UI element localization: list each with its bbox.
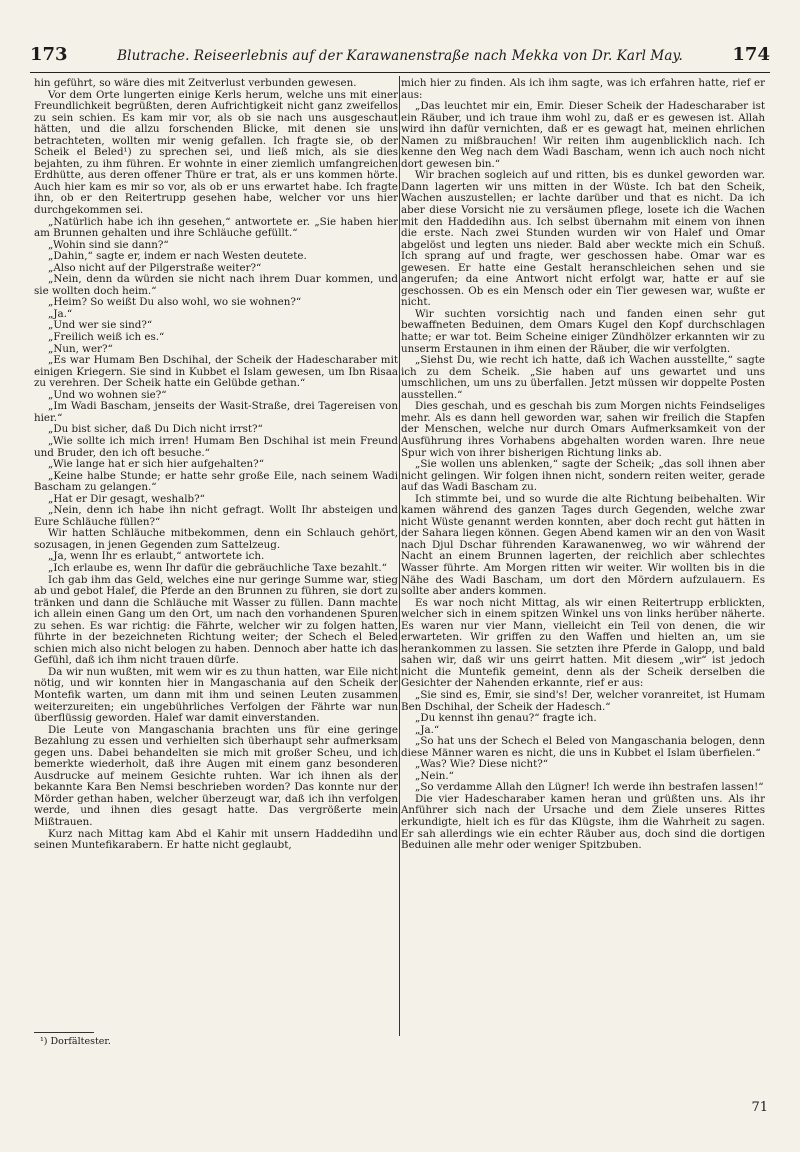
paragraph: Es war noch nicht Mittag, als wir einen Reitertrupp erblickten, welcher sich in einem spitzen Winkel uns von links herüber näherte. Es waren nur vier Mann, vielleicht ein Teil von denen, die wir erwarteten. Wir griffen zu den Waffen und hielten an, um sie herankommen zu lassen. Sie setzten ihre Pferde in Galopp, und bald sahen wir, daß wir uns geirrt hatten. Mit diesem „wir“ ist jedoch nicht die Muntefik gemeint, denn als der Scheik derselben die Gesichter der Nahenden erkannte, rief er aus:	[401, 596, 765, 690]
paragraph: „Sie sind es, Emir, sie sind's! Der, welcher voranreitet, ist Humam Ben Dschihal, der Scheik der Hadesch.“	[401, 688, 765, 713]
paragraph: „So hat uns der Schech el Beled von Mangaschania belogen, denn diese Männer waren es nicht, die uns in Kubbet el Islam überfielen.“	[401, 735, 765, 759]
paragraph: „Keine halbe Stunde; er hatte sehr große Eile, nach seinem Wadi Bascham zu gelangen.“	[34, 469, 398, 494]
paragraph: „Nein, denn ich habe ihn nicht gefragt. Wollt Ihr absteigen und Eure Schläuche füllen?“	[34, 504, 398, 528]
paragraph: „Ich erlaube es, wenn Ihr dafür die gebräuchliche Taxe bezahlt.“	[48, 561, 387, 574]
paragraph: Wir hatten Schläuche mitbekommen, denn ein Schlauch gehört, sozusagen, in jenen Gegenden zum Sattelzeug.	[34, 527, 398, 551]
paragraph: Wir brachen sogleich auf und ritten, bis es dunkel geworden war. Dann lagerten wir uns mitten in der Wüste. Ich bat den Scheik, Wachen auszustellen; er lachte darüber und that es nicht. Da ich aber diese Vorsicht nie zu versäumen pflege, losete ich die Wachen mit den Haddedihn aus. Ich selbst übernahm mit einem von ihnen die erste. Nach zwei Stunden wurden wir von Halef und Omar abgelöst und legten uns nieder. Bald aber weckte mich ein Schuß. Ich sprang auf und fragte, wer geschossen habe. Omar war es gewesen. Er hatte eine Gestalt heranschleichen sehen und sie angerufen; da eine Antwort nicht erfolgt war, hatte er auf sie geschossen. Ob es ein Mensch oder ein Tier gewesen war, wußte er nicht.	[401, 169, 765, 309]
paragraph: „Es war Humam Ben Dschihal, der Scheik der Hadescharaber mit einigen Kriegern. Sie sind in Kubbet el Islam gewesen, um Ibn Risaa zu verehren. Der Scheik hatte ein Gelübde gethan.“	[34, 354, 398, 390]
paragraph: „Du kennst ihn genau?“ fragte ich.	[415, 712, 597, 725]
paragraph: Vor dem Orte lungerten einige Kerls herum, welche uns mit einer Freundlichkeit begrüßten, deren Aufrichtigkeit nicht ganz zweifellos zu sein schien. Es kam mir vor, als ob sie nach uns ausgeschaut hätten, und die allzu forschenden Blicke, mit denen sie uns betrachteten, wollten mir wenig gefallen. Ich fragte sie, ob der Scheik el Beled¹) zu sprechen sei, und ließ mich, als sie dies bejahten, zu ihm führen. Er wohnte in einer ziemlich umfangreichen Erdhütte, aus deren offener Thüre er trat, als er uns kommen hörte. Auch hier kam es mir so vor, als ob er uns erwartet habe. Ich fragte ihn, ob er den Reitertrupp gesehen habe, welcher vor uns hier durchgekommen sei.	[34, 88, 398, 217]
paragraph: „So verdamme Allah den Lügner! Ich werde ihn bestrafen lassen!“	[415, 781, 764, 794]
paragraph: „Ja.“	[415, 723, 440, 736]
paragraph: „Wohin sind sie dann?“	[48, 238, 169, 251]
paragraph: „Wie lange hat er sich hier aufgehalten?“	[48, 458, 264, 471]
paragraph: „Ja, wenn Ihr es erlaubt,“ antwortete ich.	[48, 550, 265, 563]
paragraph: „Dahin,“ sagte er, indem er nach Westen deutete.	[48, 250, 307, 263]
paragraph: „Du bist sicher, daß Du Dich nicht irrst?“	[48, 423, 263, 436]
paragraph: Kurz nach Mittag kam Abd el Kahir mit unsern Haddedihn und seinen Muntefikarabern. Er hatte nicht geglaubt,	[34, 827, 398, 852]
page-header	[30, 44, 770, 70]
paragraph: Ich gab ihm das Geld, welches eine nur geringe Summe war, stieg ab und gebot Halef, die Pferde an den Brunnen zu führen, sie dort zu tränken und dann die Schläuche mit Wasser zu füllen. Dann machte ich allein einen Gang um den Ort, um nach den vorhandenen Spuren zu sehen. Es war richtig: die Fährte, welcher wir zu folgen hatten, führte in der bezeichneten Richtung weiter; der Schech el Beled schien mich also nicht belogen zu haben. Dennoch aber hatte ich das Gefühl, daß ich ihm nicht trauen dürfe.	[34, 573, 398, 667]
paragraph: „Und wo wohnen sie?“	[48, 388, 167, 401]
paragraph: „Sie wollen uns ablenken,“ sagte der Scheik; „das soll ihnen aber nicht gelingen. Wir folgen ihnen nicht, sondern reiten weiter, gerade auf das Wadi Bascham zu.	[401, 458, 765, 494]
paragraph: „Hat er Dir gesagt, weshalb?“	[48, 492, 205, 505]
paragraph: „Nein, denn da würden sie nicht nach ihrem Duar kommen, und sie wollten doch heim.“	[34, 273, 398, 297]
paragraph: Ich stimmte bei, und so wurde die alte Richtung beibehalten. Wir kamen während des ganzen Tages durch Gegenden, welche zwar nicht Wüste genannt werden konnten, aber doch recht gut hätten in der Sahara liegen können. Gegen Abend kamen wir an den von Wasit nach Djul Dschar führenden Karawanenweg, wo wir während der Nacht an einem Brunnen lagerten, der reichlich aber schlechtes Wasser führte. Am Morgen ritten wir weiter. Wir wollten bis in die Nähe des Wadi Bascham, um dort den Mördern aufzulauern. Es sollte aber anders kommen.	[401, 492, 765, 598]
paragraph: „Ja.“	[48, 307, 73, 320]
paragraph: „Was? Wie? Diese nicht?“	[415, 758, 548, 771]
paragraph: „Wie sollte ich mich irren! Humam Ben Dschihal ist mein Freund und Bruder, den ich oft besuche.“	[34, 434, 398, 459]
paragraph: „Nun, wer?“	[48, 342, 113, 355]
paragraph: „Natürlich habe ich ihn gesehen,“ antwortete er. „Sie haben hier am Brunnen gehalten und ihre Schläuche gefüllt.“	[34, 215, 398, 240]
header-rule	[30, 72, 770, 73]
running-title: Blutrache. Reiseerlebnis auf der Karawanenstraße nach Mekka von Dr. Karl May.	[117, 48, 683, 64]
paragraph: Die vier Hadescharaber kamen heran und grüßten uns. Als ihr Anführer sich nach der Ursache und dem Ziele unseres Rittes erkundigte, hielt ich es für das Klügste, ihm die Wahrheit zu sagen. Er sah allerdings wie ein echter Räuber aus, doch sind die dortigen Beduinen alle mehr oder weniger Spitzbuben.	[401, 792, 765, 852]
right-page-number: 174	[732, 44, 770, 65]
paragraph: Die Leute von Mangaschania brachten uns für eine geringe Bezahlung zu essen und verhielten sich überhaupt sehr aufmerksam gegen uns. Dabei behandelten sie mich mit großer Scheu, und ich bemerkte wiederholt, daß ihre Augen mit einem ganz besonderen Ausdrucke auf meinem Gesichte ruhten. War ich ihnen als der bekannte Kara Ben Nemsi beschrieben worden? Das konnte nur der Mörder gethan haben, welcher überzeugt war, daß ich ihn verfolgen werde, und ihnen dies gesagt hatte. Das vergrößerte mein Mißtrauen.	[34, 723, 398, 828]
left-column	[34, 78, 398, 1038]
paragraph: „Also nicht auf der Pilgerstraße weiter?“	[48, 261, 262, 274]
paragraph: „Und wer sie sind?“	[48, 319, 153, 332]
paragraph: „Freilich weiß ich es.“	[48, 331, 165, 344]
paragraph: „Siehst Du, wie recht ich hatte, daß ich Wachen ausstellte,“ sagte ich zu dem Scheik. „Sie haben auf uns gewartet und uns umschlichen, um uns zu überfallen. Jetzt müssen wir doppelte Posten ausstellen.“	[401, 354, 765, 401]
paragraph: hin geführt, so wäre dies mit Zeitverlust verbunden gewesen.	[34, 78, 357, 89]
paragraph: Dies geschah, und es geschah bis zum Morgen nichts Feindseliges mehr. Als es dann hell geworden war, sahen wir freilich die Stapfen der Menschen, welche nur durch Omars Aufmerksamkeit von der Ausführung ihres Vorhabens abgehalten worden waren. Ihre neue Spur wich von ihrer bisherigen Richtung links ab.	[401, 400, 765, 459]
paragraph: Wir suchten vorsichtig nach und fanden einen sehr gut bewaffneten Beduinen, dem Omars Kugel den Kopf durchschlagen hatte; er war tot. Beim Scheine einiger Zündhölzer erkannten wir zu unserm Erstaunen in ihm einen der Räuber, die wir verfolgten.	[401, 307, 765, 355]
paragraph: Da wir nun wußten, mit wem wir es zu thun hatten, war Eile nicht nötig, und wir konnten hier in Mangaschania auf den Scheik der Montefik warten, um dann mit ihm und seinen Leuten zusammen weiterzureiten; ein ungebührliches Verfolgen der Fährte war nun überflüssig geworden. Halef war damit einverstanden.	[34, 665, 398, 725]
column-divider	[399, 76, 400, 1036]
left-page-number: 173	[30, 44, 68, 65]
footnote-rule	[34, 1032, 94, 1033]
paragraph: mich hier zu finden. Als ich ihm sagte, was ich erfahren hatte, rief er aus:	[401, 78, 765, 101]
paragraph: „Das leuchtet mir ein, Emir. Dieser Scheik der Hadescharaber ist ein Räuber, und ich traue ihm wohl zu, daß er es gewesen ist. Allah wird ihn dafür vernichten, daß er es gewagt hat, meinen ehrlichen Namen zu mißbrauchen! Wir reiten ihm augenblicklich nach. Ich kenne den Weg nach dem Wadi Bascham, wenn ich auch noch nicht dort gewesen bin.“	[401, 100, 765, 170]
paragraph: „Im Wadi Bascham, jenseits der Wasit-Straße, drei Tagereisen von hier.“	[34, 400, 398, 424]
folio-number: 71	[751, 1100, 768, 1115]
footnote: ¹) Dorfältester.	[40, 1036, 111, 1047]
right-column	[401, 78, 765, 1038]
paragraph: „Heim? So weißt Du also wohl, wo sie wohnen?“	[48, 296, 302, 309]
paragraph: „Nein.“	[415, 769, 454, 782]
